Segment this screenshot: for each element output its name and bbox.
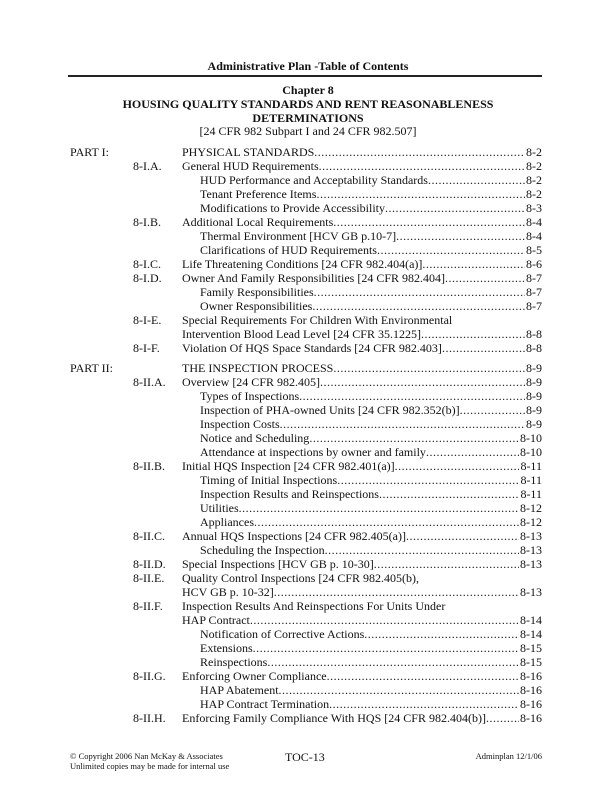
toc-row <box>70 487 542 501</box>
toc-row <box>70 683 542 697</box>
dot-leader <box>314 145 525 159</box>
page-ref: 8-10 <box>520 431 542 445</box>
page-ref: 8-6 <box>526 257 542 271</box>
entry-title: Extensions <box>200 641 253 655</box>
entry-title: Notification of Corrective Actions <box>200 627 365 641</box>
page-ref: 8-12 <box>520 515 542 529</box>
toc-entry[interactable] <box>200 173 542 187</box>
page-ref: 8-8 <box>526 341 542 355</box>
page-ref: 8-16 <box>520 669 542 683</box>
dot-leader <box>250 613 519 627</box>
toc-entry[interactable] <box>200 389 542 403</box>
toc-entry[interactable] <box>200 285 542 299</box>
toc-entry[interactable] <box>182 361 542 375</box>
toc-entry[interactable] <box>182 459 542 473</box>
page-ref: 8-4 <box>526 229 542 243</box>
dot-leader <box>379 487 519 501</box>
page-ref: 8-2 <box>526 187 542 201</box>
dot-leader <box>426 445 519 459</box>
dot-leader <box>406 529 519 543</box>
page-ref: 8-14 <box>520 627 542 641</box>
entry-title: Initial HQS Inspection [24 CFR 982.401(a)] <box>182 459 395 473</box>
dot-leader <box>396 229 525 243</box>
entry-title: Owner And Family Responsibilities [24 CFR 982.404] <box>182 271 446 285</box>
dot-leader <box>254 515 519 529</box>
entry-title: Special Inspections [HCV GB p. 10-30] <box>182 557 374 571</box>
toc-row <box>70 159 542 173</box>
toc-row <box>70 459 542 473</box>
header-rule <box>68 75 542 77</box>
chapter-title-line1: HOUSING QUALITY STANDARDS AND RENT REASONABLENESS <box>122 97 494 111</box>
page-ref: 8-9 <box>526 361 542 375</box>
footer-copyright <box>70 751 229 771</box>
page-ref: 8-9 <box>526 389 542 403</box>
page-ref: 8-4 <box>526 215 542 229</box>
toc-row <box>70 571 542 585</box>
dot-leader <box>327 669 519 683</box>
chapter-title-line2: DETERMINATIONS <box>252 111 364 125</box>
entry-title: HUD Performance and Acceptability Standards <box>200 173 428 187</box>
entry-title: Inspection Results and Reinspections <box>200 487 379 501</box>
toc-row <box>70 627 542 641</box>
running-header: Administrative Plan -Table of Contents <box>207 59 409 73</box>
entry-title: Enforcing Family Compliance With HQS [24 CFR 982.404(b)] <box>182 711 486 725</box>
toc-row <box>70 431 542 445</box>
toc-entry[interactable] <box>182 145 542 159</box>
toc-entry[interactable] <box>200 655 542 669</box>
dot-leader <box>385 201 525 215</box>
page-ref: 8-7 <box>526 271 542 285</box>
toc-entry[interactable] <box>182 571 542 585</box>
page-ref: 8-8 <box>526 327 542 341</box>
toc-row <box>70 473 542 487</box>
toc-row <box>70 655 542 669</box>
dot-leader <box>333 361 525 375</box>
page-ref: 8-13 <box>520 585 542 599</box>
section-code: 8-II.D. <box>133 557 166 571</box>
toc-entry[interactable] <box>200 487 542 501</box>
dot-leader <box>460 403 525 417</box>
entry-title: PHYSICAL STANDARDS <box>182 145 315 159</box>
section-code: 8-II.B. <box>133 459 165 473</box>
page-ref: 8-9 <box>526 403 542 417</box>
toc-row <box>70 445 542 459</box>
toc-entry[interactable] <box>182 613 542 627</box>
toc-row <box>70 341 542 355</box>
page-ref: 8-13 <box>520 543 542 557</box>
dot-leader <box>274 585 519 599</box>
toc-row <box>70 613 542 627</box>
dot-leader <box>316 187 525 201</box>
page-ref: 8-9 <box>526 417 542 431</box>
entry-title: HCV GB p. 10-32] <box>182 585 274 599</box>
entry-title: Life Threatening Conditions [24 CFR 982.404(a)] <box>182 257 423 271</box>
toc-row <box>70 271 542 285</box>
entry-title: Annual HQS Inspections [24 CFR 982.405(a)] <box>182 529 406 543</box>
entry-title: Appliances <box>200 515 254 529</box>
toc-entry[interactable] <box>200 431 542 445</box>
dot-leader <box>320 375 525 389</box>
toc-row <box>70 299 542 313</box>
entry-title: Tenant Preference Items <box>200 187 317 201</box>
part-label: PART II: <box>70 361 113 375</box>
dot-leader <box>333 215 525 229</box>
entry-title: Attendance at inspections by owner and family <box>200 445 426 459</box>
dot-leader <box>377 243 525 257</box>
page-ref: 8-3 <box>526 201 542 215</box>
entry-title: Types of Inspections <box>200 389 300 403</box>
page-ref: 8-5 <box>526 243 542 257</box>
dot-leader <box>279 683 519 697</box>
toc-row <box>70 403 542 417</box>
page-ref: 8-10 <box>520 445 542 459</box>
toc-row <box>70 201 542 215</box>
dot-leader <box>422 257 525 271</box>
toc-entry[interactable] <box>182 313 542 327</box>
dot-leader <box>486 711 519 725</box>
entry-title: Inspection of PHA-owned Units [24 CFR 982.352(b)] <box>200 403 460 417</box>
toc-entry[interactable] <box>200 229 542 243</box>
dot-leader <box>309 431 519 445</box>
toc-part-row <box>70 145 542 159</box>
entry-title: Inspection Results And Reinspections For Units Under <box>182 599 446 613</box>
page-ref: 8-15 <box>520 655 542 669</box>
page-ref: 8-12 <box>520 501 542 515</box>
toc-row <box>70 389 542 403</box>
section-code: 8-I.D. <box>133 271 162 285</box>
table-of-contents <box>70 145 542 725</box>
entry-title: General HUD Requirements <box>182 159 319 173</box>
toc-row <box>70 229 542 243</box>
toc-row <box>70 585 542 599</box>
toc-entry[interactable] <box>182 271 542 285</box>
section-code: 8-I.B. <box>133 215 161 229</box>
toc-row <box>70 529 542 543</box>
dot-leader <box>428 173 525 187</box>
section-code: 8-I.A. <box>133 159 162 173</box>
section-code: 8-II.F. <box>133 599 163 613</box>
page-ref: 8-13 <box>520 529 542 543</box>
dot-leader <box>329 697 519 711</box>
copyright-text: © Copyright 2006 Nan McKay & Associates <box>70 751 223 761</box>
toc-row <box>70 243 542 257</box>
toc-entry[interactable] <box>182 711 542 725</box>
page-ref: 8-16 <box>520 683 542 697</box>
dot-leader <box>374 557 519 571</box>
toc-row <box>70 697 542 711</box>
toc-entry[interactable] <box>182 669 542 683</box>
toc-row <box>70 669 542 683</box>
toc-row <box>70 515 542 529</box>
entry-title: HAP Contract Termination <box>200 697 330 711</box>
toc-entry[interactable] <box>182 341 542 355</box>
page-ref: 8-7 <box>526 299 542 313</box>
toc-entry[interactable] <box>182 585 542 599</box>
page-ref: 8-2 <box>526 159 542 173</box>
dot-leader <box>395 459 520 473</box>
entry-title: Enforcing Owner Compliance <box>182 669 327 683</box>
entry-title: HAP Contract <box>182 613 250 627</box>
toc-entry[interactable] <box>200 641 542 655</box>
toc-row <box>70 187 542 201</box>
page-ref: 8-16 <box>520 711 542 725</box>
dot-leader <box>364 627 519 641</box>
entry-title: Owner Responsibilities <box>200 299 313 313</box>
dot-leader <box>337 473 519 487</box>
entry-title: Modifications to Provide Accessibility <box>200 201 385 215</box>
toc-row <box>70 599 542 613</box>
toc-entry[interactable] <box>200 403 542 417</box>
toc-entry[interactable] <box>200 187 542 201</box>
part-label: PART I: <box>70 145 109 159</box>
toc-entry[interactable] <box>182 375 542 389</box>
page-ref: 8-11 <box>520 487 542 501</box>
entry-title: Clarifications of HUD Requirements <box>200 243 377 257</box>
toc-row <box>70 215 542 229</box>
section-code: 8-I.C. <box>133 257 161 271</box>
page-ref: 8-13 <box>520 557 542 571</box>
dot-leader <box>445 271 525 285</box>
toc-entry[interactable] <box>200 515 542 529</box>
dot-leader <box>253 641 519 655</box>
toc-entry[interactable] <box>200 473 542 487</box>
dot-leader <box>325 543 519 557</box>
toc-entry[interactable] <box>200 501 542 515</box>
dot-leader <box>267 655 519 669</box>
toc-row <box>70 711 542 725</box>
section-code: 8-II.G. <box>133 669 166 683</box>
page-ref: 8-11 <box>520 459 542 473</box>
footer-page-number: TOC-13 <box>285 750 325 764</box>
page-ref: 8-2 <box>526 145 542 159</box>
dot-leader <box>280 417 525 431</box>
page-ref: 8-7 <box>526 285 542 299</box>
toc-entry[interactable] <box>200 683 542 697</box>
toc-entry[interactable] <box>200 445 542 459</box>
entry-title: Notice and Scheduling <box>200 431 310 445</box>
entry-title: Thermal Environment [HCV GB p.10-7] <box>200 229 397 243</box>
entry-title: Family Responsibilities <box>200 285 314 299</box>
toc-entry[interactable] <box>182 599 542 613</box>
section-code: 8-II.C. <box>133 529 165 543</box>
section-code: 8-I-F. <box>133 341 160 355</box>
dot-leader <box>314 285 525 299</box>
section-code: 8-I-E. <box>133 313 162 327</box>
toc-entry[interactable] <box>182 215 542 229</box>
chapter-label: Chapter 8 <box>282 83 334 97</box>
entry-title: Scheduling the Inspection <box>200 543 325 557</box>
entry-title: HAP Abatement <box>200 683 279 697</box>
page-ref: 8-16 <box>520 697 542 711</box>
toc-entry[interactable] <box>182 529 542 543</box>
page-ref: 8-2 <box>526 173 542 187</box>
usage-text: Unlimited copies may be made for internal use <box>70 761 230 771</box>
entry-title: Inspection Costs <box>200 417 280 431</box>
entry-title: Special Requirements For Children With Environmental <box>182 313 453 327</box>
toc-row <box>70 173 542 187</box>
toc-row <box>70 327 542 341</box>
toc-entry[interactable] <box>200 543 542 557</box>
entry-title: Quality Control Inspections [24 CFR 982.405(b), <box>182 571 419 585</box>
toc-entry[interactable] <box>200 697 542 711</box>
toc-row <box>70 285 542 299</box>
toc-part-row <box>70 361 542 375</box>
dot-leader <box>239 501 519 515</box>
toc-row <box>70 501 542 515</box>
entry-title: THE INSPECTION PROCESS <box>182 361 334 375</box>
toc-row <box>70 313 542 327</box>
dot-leader <box>421 327 525 341</box>
page-ref: 8-14 <box>520 613 542 627</box>
entry-title: Timing of Initial Inspections <box>200 473 338 487</box>
toc-entry[interactable] <box>200 627 542 641</box>
page-ref: 8-15 <box>520 641 542 655</box>
chapter-citation: [24 CFR 982 Subpart I and 24 CFR 982.507] <box>199 124 417 138</box>
toc-entry[interactable] <box>200 243 542 257</box>
footer-doc-id: Adminplan 12/1/06 <box>475 751 542 761</box>
toc-row <box>70 417 542 431</box>
page-ref: 8-9 <box>526 375 542 389</box>
page-ref: 8-11 <box>520 473 542 487</box>
dot-leader <box>299 389 525 403</box>
toc-entry[interactable] <box>182 257 542 271</box>
entry-title: Intervention Blood Lead Level [24 CFR 35.1225] <box>182 327 421 341</box>
entry-title: Violation Of HQS Space Standards [24 CFR 982.403] <box>182 341 442 355</box>
toc-entry[interactable] <box>200 299 542 313</box>
section-code: 8-II.A. <box>133 375 166 389</box>
toc-entry[interactable] <box>200 201 542 215</box>
toc-entry[interactable] <box>200 417 542 431</box>
dot-leader <box>312 299 525 313</box>
entry-title: Overview [24 CFR 982.405] <box>182 375 320 389</box>
toc-row <box>70 557 542 571</box>
toc-row <box>70 641 542 655</box>
entry-title: Reinspections <box>200 655 268 669</box>
section-code: 8-II.E. <box>133 571 165 585</box>
toc-entry[interactable] <box>182 159 542 173</box>
entry-title: Additional Local Requirements <box>182 215 334 229</box>
toc-row <box>70 375 542 389</box>
toc-entry[interactable] <box>182 557 542 571</box>
section-code: 8-II.H. <box>133 711 166 725</box>
entry-title: Utilities <box>200 501 239 515</box>
dot-leader <box>319 159 525 173</box>
toc-row <box>70 543 542 557</box>
toc-entry[interactable] <box>182 327 542 341</box>
toc-row <box>70 257 542 271</box>
dot-leader <box>442 341 525 355</box>
